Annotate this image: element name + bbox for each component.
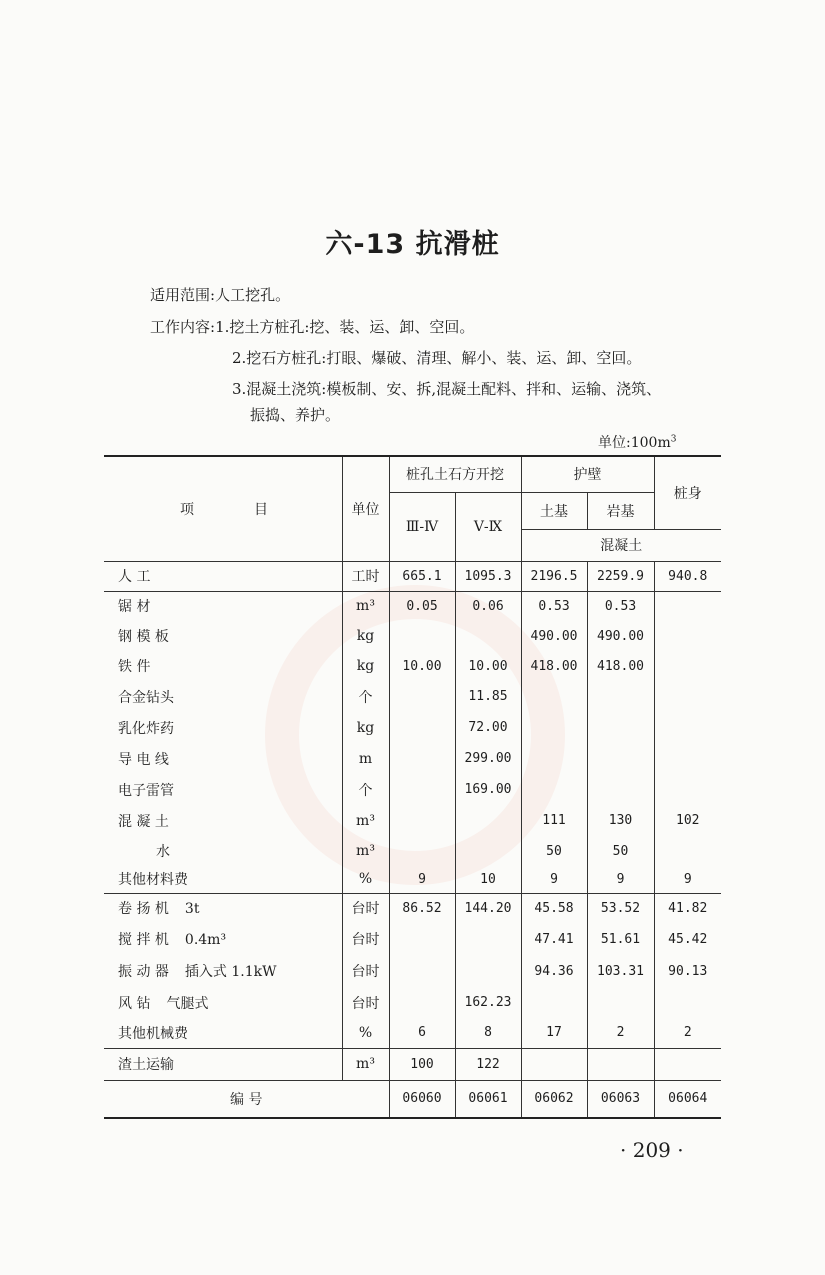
table-cell	[455, 621, 521, 651]
cell-text	[104, 961, 277, 981]
header-rock: 岩基	[587, 492, 654, 529]
table-cell: 940.8	[654, 561, 721, 591]
header-soil: 土基	[521, 492, 587, 529]
table-cell	[654, 681, 721, 712]
table-cell: 490.00	[587, 621, 654, 651]
table-cell	[104, 561, 342, 591]
table-cell	[104, 621, 342, 651]
table-cell: 台时	[342, 923, 389, 955]
scope-label: 适用范围:	[150, 286, 216, 304]
work-item-1: 1.挖土方桩孔:挖、装、运、卸、空回。	[215, 318, 475, 336]
table-cell: 8	[455, 1018, 521, 1048]
table-cell	[521, 681, 587, 712]
work-item-2: 2.挖石方桩孔:打眼、爆破、清理、解小、装、运、卸、空回。	[232, 349, 642, 367]
table-cell	[104, 1018, 342, 1048]
cell-text: 导 电 线	[118, 751, 169, 768]
table-cell: %	[342, 866, 389, 893]
unit-note: 单位$:100m^3$	[598, 434, 677, 451]
table-row-code	[104, 1080, 721, 1118]
table-cell	[104, 923, 342, 955]
table-cell	[104, 866, 342, 893]
table-row	[104, 923, 721, 955]
cell-text: 混 凝 土	[118, 813, 169, 830]
table-cell: 102	[654, 805, 721, 836]
table-cell: 台时	[342, 893, 389, 923]
table-cell	[455, 955, 521, 987]
cell-text	[104, 898, 199, 918]
table-cell: 9	[654, 866, 721, 893]
table-cell	[104, 712, 342, 743]
table-cell	[521, 743, 587, 774]
table-row	[104, 987, 721, 1018]
table-cell	[104, 743, 342, 774]
work-line-1	[150, 316, 474, 337]
header-grade-b: Ⅴ-Ⅸ	[455, 492, 521, 561]
cell-text: 锯 材	[118, 599, 151, 616]
table-cell: 418.00	[521, 651, 587, 681]
header-wall: 护壁	[521, 456, 654, 492]
table-cell	[587, 1048, 654, 1080]
table-cell	[455, 923, 521, 955]
cell-text: 其他材料费	[118, 872, 188, 889]
table-row	[104, 743, 721, 774]
table-cell	[654, 774, 721, 805]
table-cell: kg	[342, 712, 389, 743]
table-cell	[389, 805, 455, 836]
scope-text: 人工挖孔。	[215, 286, 291, 304]
table-cell	[389, 955, 455, 987]
table-row	[104, 866, 721, 893]
cell-text: 乳化炸药	[118, 720, 174, 737]
header-unit: 单位	[342, 456, 389, 561]
header-pile-body: 桩身	[654, 456, 721, 529]
table-cell: 100	[389, 1048, 455, 1080]
cell-text: 搅 拌 机	[118, 932, 169, 948]
table-row	[104, 651, 721, 681]
table-cell: 0.06	[455, 591, 521, 621]
table-cell: 0.05	[389, 591, 455, 621]
table-cell: 10.00	[455, 651, 521, 681]
table-cell: 9	[587, 866, 654, 893]
table-cell	[521, 712, 587, 743]
table-cell	[587, 987, 654, 1018]
table-cell: 06063	[587, 1080, 654, 1118]
table-cell	[587, 743, 654, 774]
cell-text: 合金钻头	[118, 689, 174, 706]
table-cell: m³	[342, 836, 389, 866]
table-cell: 9	[521, 866, 587, 893]
table-cell	[104, 805, 342, 836]
table-cell: 06064	[654, 1080, 721, 1118]
table-cell	[104, 893, 342, 923]
table-cell: m	[342, 743, 389, 774]
table-row	[104, 681, 721, 712]
table-cell: 94.36	[521, 955, 587, 987]
table-cell: 490.00	[521, 621, 587, 651]
table-cell	[654, 651, 721, 681]
table-cell: 台时	[342, 955, 389, 987]
table-cell: 72.00	[455, 712, 521, 743]
table-row	[104, 1018, 721, 1048]
table-cell: 144.20	[455, 893, 521, 923]
table-row	[104, 591, 721, 621]
table-cell	[104, 681, 342, 712]
table-cell: 130	[587, 805, 654, 836]
table-cell	[521, 987, 587, 1018]
table-cell: 10	[455, 866, 521, 893]
table-cell	[389, 743, 455, 774]
cell-text	[104, 993, 208, 1013]
cell-text: 卷 扬 机	[118, 901, 169, 918]
table-cell	[654, 591, 721, 621]
table-row	[104, 774, 721, 805]
header-item	[104, 456, 342, 561]
table-cell	[455, 805, 521, 836]
cell-text	[188, 1026, 204, 1042]
table-cell: 45.42	[654, 923, 721, 955]
cell-text: 铁 件	[118, 659, 151, 675]
table-cell: 17	[521, 1018, 587, 1048]
table-cell: 2196.5	[521, 561, 587, 591]
work-item-3: 3.混凝土浇筑:模板制、安、拆,混凝土配料、拌和、运输、浇筑、	[232, 380, 662, 398]
cell-text: 插入式 1.1kW	[184, 964, 277, 980]
table-cell	[521, 1048, 587, 1080]
table-row	[104, 1048, 721, 1080]
table-cell: 10.00	[389, 651, 455, 681]
work-line-2	[232, 347, 641, 368]
table-cell: 45.58	[521, 893, 587, 923]
cell-text	[104, 929, 226, 949]
table-cell	[389, 681, 455, 712]
table-cell	[521, 774, 587, 805]
table-cell: 2	[654, 1018, 721, 1048]
table-row	[104, 805, 721, 836]
table-cell: 299.00	[455, 743, 521, 774]
work-line-4	[250, 404, 340, 425]
table-cell: 6	[389, 1018, 455, 1048]
table-cell	[104, 987, 342, 1018]
table-cell: 122	[455, 1048, 521, 1080]
cell-text: 0.4m³	[184, 932, 227, 948]
table-cell: 47.41	[521, 923, 587, 955]
table-cell: m³	[342, 591, 389, 621]
table-cell: 162.23	[455, 987, 521, 1018]
table-cell: 2259.9	[587, 561, 654, 591]
table-cell	[104, 955, 342, 987]
table-cell: 2	[587, 1018, 654, 1048]
table-cell: 169.00	[455, 774, 521, 805]
cell-text: 振 动 器	[118, 964, 169, 980]
table-cell: %	[342, 1018, 389, 1048]
row-name: 人 工	[118, 569, 151, 585]
table-cell: 50	[587, 836, 654, 866]
table-cell	[654, 621, 721, 651]
page-number: · 209 ·	[620, 1138, 684, 1162]
cell-text: 气腿式	[166, 995, 209, 1012]
header-excavation: 桩孔土石方开挖	[389, 456, 521, 492]
cell-text: 钢 模 板	[118, 629, 169, 645]
table-cell	[104, 774, 342, 805]
table-cell	[654, 987, 721, 1018]
table-cell: 工时	[342, 561, 389, 591]
table-cell: kg	[342, 651, 389, 681]
table-cell	[587, 681, 654, 712]
work-item-4: 振捣、养护。	[250, 406, 341, 424]
table-cell: 编 号	[104, 1080, 389, 1118]
table-cell: 06062	[521, 1080, 587, 1118]
cell-text: 渣土运输	[118, 1057, 174, 1073]
table-cell: 41.82	[654, 893, 721, 923]
cell-text	[104, 1023, 204, 1043]
header-grade-a: Ⅲ-Ⅳ	[389, 492, 455, 561]
table-cell: 11.85	[455, 681, 521, 712]
cell-text: 其他机械费	[118, 1025, 188, 1042]
table-row	[104, 561, 721, 591]
table-row	[104, 621, 721, 651]
table-cell: 06061	[455, 1080, 521, 1118]
table-cell	[389, 774, 455, 805]
table-cell	[654, 712, 721, 743]
table-cell: m³	[342, 805, 389, 836]
table-cell	[104, 591, 342, 621]
work-label: 工作内容:	[150, 318, 216, 336]
table-cell	[654, 743, 721, 774]
table-cell	[389, 621, 455, 651]
cell-text: 水	[156, 844, 170, 860]
cell-text: 项目	[180, 501, 328, 518]
table-cell: kg	[342, 621, 389, 651]
header-concrete: 混凝土	[521, 529, 721, 561]
quota-table	[104, 455, 721, 1119]
page-title: 六-13 抗滑桩	[325, 229, 500, 260]
table-cell: 111	[521, 805, 587, 836]
table-cell: 86.52	[389, 893, 455, 923]
table-cell	[654, 836, 721, 866]
table-cell: 50	[521, 836, 587, 866]
table-cell	[587, 712, 654, 743]
table-cell: 1095.3	[455, 561, 521, 591]
table-cell: 个	[342, 681, 389, 712]
table-cell: 53.52	[587, 893, 654, 923]
table-cell	[104, 836, 342, 866]
table-row	[104, 836, 721, 866]
table-cell: 9	[389, 866, 455, 893]
table-cell: 665.1	[389, 561, 455, 591]
cell-text: 风 钻	[118, 995, 151, 1012]
table-cell: 0.53	[587, 591, 654, 621]
table-cell	[104, 1048, 342, 1080]
table-cell: 0.53	[521, 591, 587, 621]
table-row	[104, 893, 721, 923]
table-cell: 个	[342, 774, 389, 805]
scope-line	[150, 284, 290, 305]
table-cell: 台时	[342, 987, 389, 1018]
cell-text: 3t	[184, 901, 200, 918]
table-cell	[654, 1048, 721, 1080]
table-cell: 06060	[389, 1080, 455, 1118]
cell-text: 电子雷管	[118, 782, 174, 799]
table-cell: 90.13	[654, 955, 721, 987]
table-cell	[389, 712, 455, 743]
table-cell	[587, 774, 654, 805]
table-cell: 418.00	[587, 651, 654, 681]
table-row	[104, 712, 721, 743]
table-cell: 51.61	[587, 923, 654, 955]
table-cell: 103.31	[587, 955, 654, 987]
table-cell: m³	[342, 1048, 389, 1080]
table-cell	[389, 836, 455, 866]
table-cell	[389, 987, 455, 1018]
table-cell	[104, 651, 342, 681]
table-cell	[389, 923, 455, 955]
table-row	[104, 955, 721, 987]
work-line-3	[232, 378, 661, 399]
table-cell	[455, 836, 521, 866]
